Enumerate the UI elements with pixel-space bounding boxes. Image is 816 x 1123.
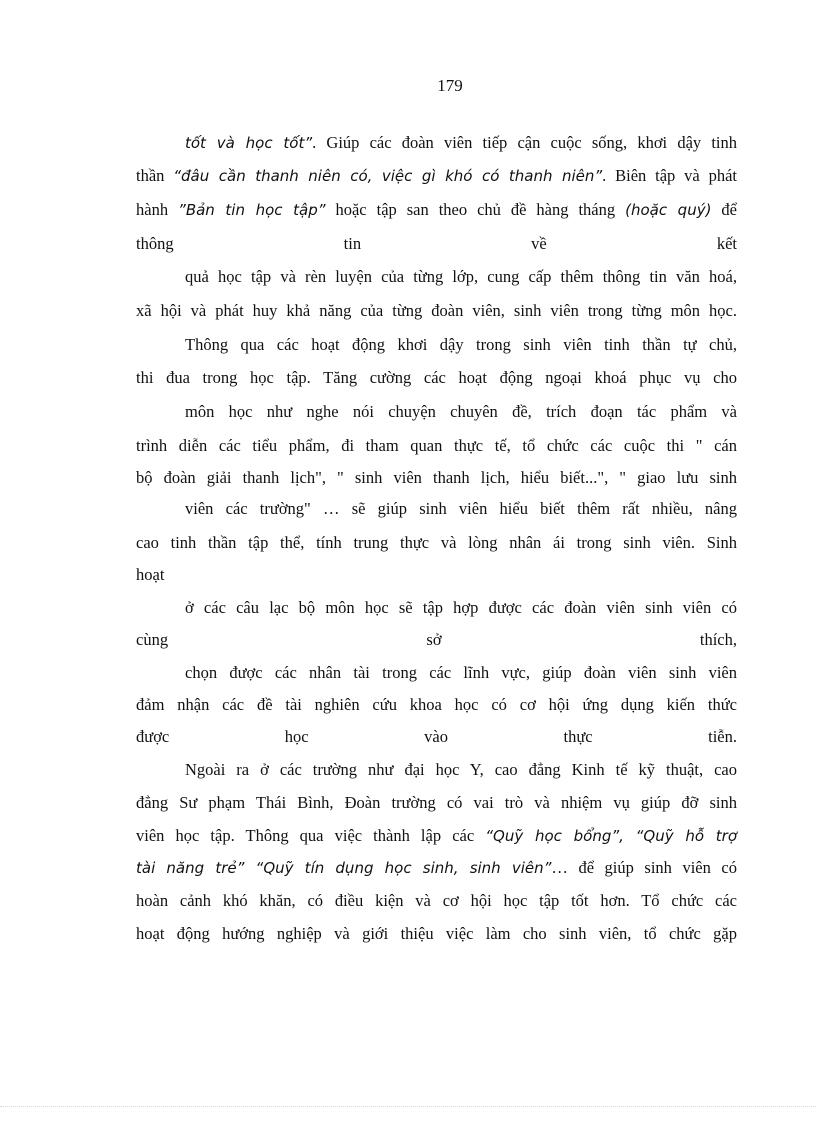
text-run: … để giúp sinh viên có [551,858,737,877]
text-line [136,857,737,879]
italic-text: tài năng trẻ” “Quỹ tín dụng học sinh, sinh viên” [136,859,552,877]
text-line: cao tinh thần tập thể, tính trung thực và lòng nhân ái trong sinh viên. Sinh [136,533,737,552]
italic-text: “đâu cần thanh niên có, việc gì khó có thanh niên” [173,167,603,185]
text-run: hành [136,200,179,219]
text-line [185,132,737,154]
text-line: đẳng Sư phạm Thái Bình, Đoàn trường có vai trò và nhiệm vụ giúp đỡ sinh [136,793,737,812]
text-line: ở các câu lạc bộ môn học sẽ tập hợp được các đoàn viên sinh viên có [185,598,737,617]
text-line: hoàn cảnh khó khăn, có điều kiện và cơ hội học tập tốt hơn. Tổ chức các [136,891,737,910]
text-run: . Biên tập và phát [602,166,737,185]
text-run: thần [136,166,174,185]
text-line: chọn được các nhân tài trong các lĩnh vực, giúp đoàn viên sinh viên [185,663,737,682]
text-line: trình diễn các tiểu phẩm, đi tham quan thực tế, tổ chức các cuộc thi " cán [136,436,737,455]
text-line: Ngoài ra ở các trường như đại học Y, cao đẳng Kinh tế kỹ thuật, cao [185,760,737,779]
text-line [136,199,737,221]
text-run: . Giúp các đoàn viên tiếp cận cuộc sống, khơi dậy tinh [312,133,737,152]
page-bottom-border [0,1106,816,1107]
text-line: hoạt động hướng nghiệp và giới thiệu việc làm cho sinh viên, tổ chức gặp [136,924,737,943]
text-line [136,825,737,847]
page-number: 179 [437,76,463,95]
text-line: môn học như nghe nói chuyện chuyên đề, trích đoạn tác phẩm và [185,402,737,421]
text-run: để [711,200,737,219]
text-line: bộ đoàn giải thanh lịch", " sinh viên thanh lịch, hiểu biết...", " giao lưu sinh [136,468,737,487]
text-line: cùng sở thích, [136,630,737,649]
text-line: quả học tập và rèn luyện của từng lớp, cung cấp thêm thông tin văn hoá, [185,267,737,286]
italic-text: ”Bản tin học tập” [178,201,326,219]
text-line: hoạt [136,565,165,584]
text-line: đảm nhận các đề tài nghiên cứu khoa học có cơ hội ứng dụng kiến thức [136,695,737,714]
text-line: xã hội và phát huy khả năng của từng đoàn viên, sinh viên trong từng môn học. [136,301,737,320]
text-line: thi đua trong học tập. Tăng cường các hoạt động ngoại khoá phục vụ cho [136,368,737,387]
text-line: được học vào thực tiễn. [136,727,737,746]
italic-text: (hoặc quý) [625,201,712,219]
text-line: Thông qua các hoạt động khơi dậy trong sinh viên tinh thần tự chủ, [185,335,737,354]
text-line: viên các trường" … sẽ giúp sinh viên hiểu biết thêm rất nhiều, nâng [185,499,737,518]
italic-text: tốt và học tốt” [185,134,313,152]
text-run: viên học tập. Thông qua việc thành lập các [136,826,486,845]
text-run: hoặc tập san theo chủ đề hàng tháng [325,200,626,219]
italic-text: “Quỹ học bổng”, “Quỹ hỗ trợ [485,827,737,845]
text-line [136,165,737,187]
text-line: thông tin về kết [136,234,737,253]
